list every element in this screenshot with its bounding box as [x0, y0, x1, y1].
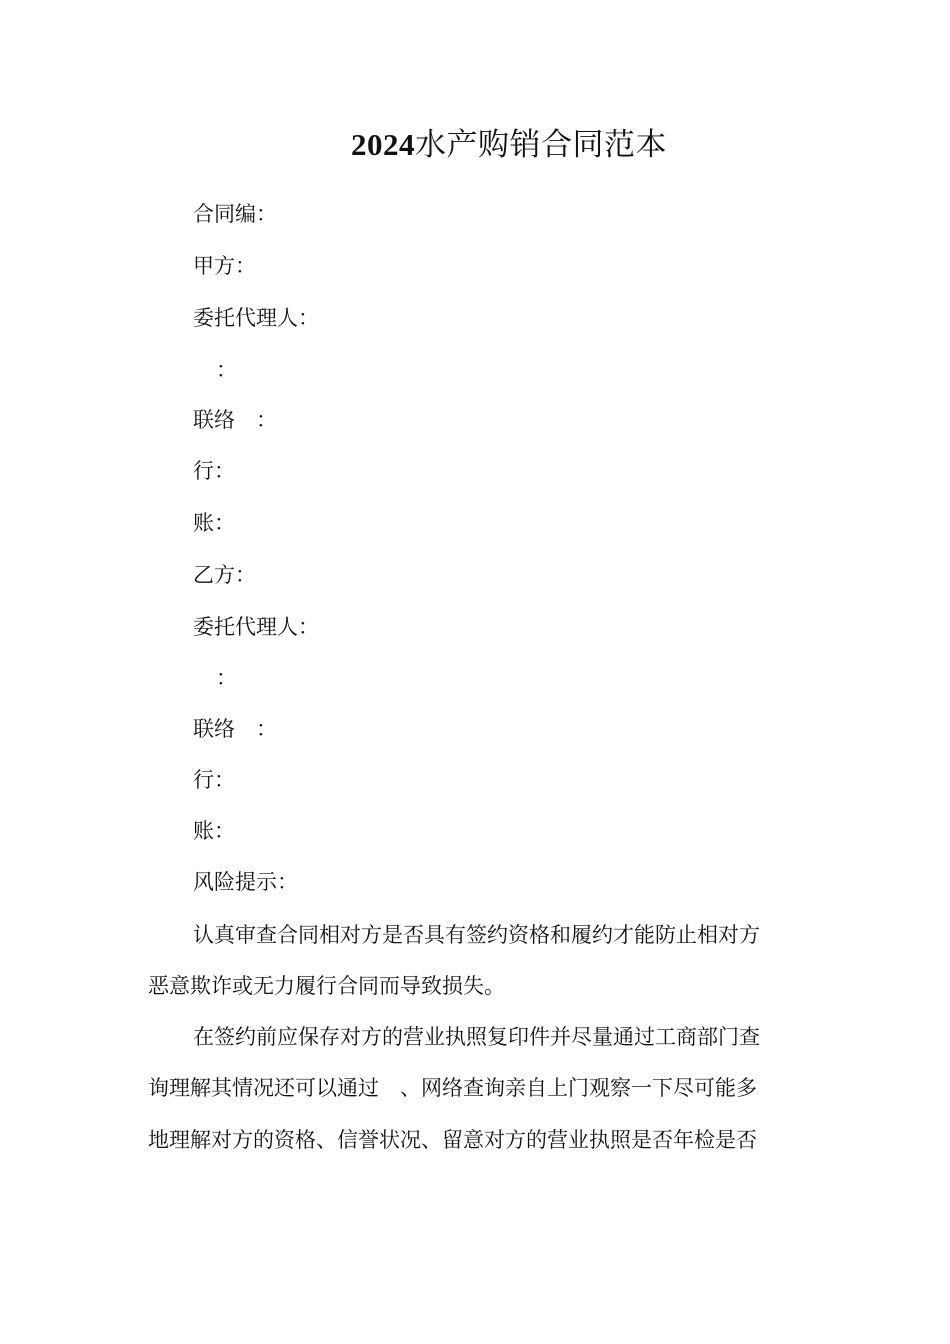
- field-party-a-agent: 委托代理人：: [193, 306, 319, 330]
- field-party-a-contact: 联络 ：: [193, 408, 277, 432]
- field-party-a: 甲方：: [193, 254, 256, 278]
- paragraph2-line3: 地理解对方的资格、信誉状况、留意对方的营业执照是否年检是否: [148, 1128, 757, 1152]
- paragraph2-line2: 询理解其情况还可以通过 、网络查询亲自上门观察一下尽可能多: [148, 1076, 757, 1100]
- field-contract-number: 合同编：: [193, 202, 277, 226]
- field-party-b-blank: ：: [216, 666, 237, 690]
- paragraph2-line1: 在签约前应保存对方的营业执照复印件并尽量通过工商部门查: [193, 1025, 760, 1049]
- document-title: [0, 122, 950, 168]
- title-year: 2024: [351, 127, 415, 162]
- field-party-b-account: 账：: [193, 819, 235, 843]
- field-party-a-account: 账：: [193, 511, 235, 535]
- field-party-a-blank: ：: [216, 358, 237, 382]
- field-party-b-bank: 行：: [193, 768, 235, 792]
- paragraph1-line2: 恶意欺诈或无力履行合同而导致损失。: [148, 974, 505, 998]
- risk-heading: 风险提示：: [193, 870, 298, 894]
- field-party-b-contact: 联络 ：: [193, 717, 277, 741]
- title-text: 水产购销合同范本: [415, 127, 667, 163]
- field-party-a-bank: 行：: [193, 459, 235, 483]
- field-party-b-agent: 委托代理人：: [193, 615, 319, 639]
- paragraph1-line1: 认真审查合同相对方是否具有签约资格和履约才能防止相对方: [193, 923, 760, 947]
- field-party-b: 乙方：: [193, 563, 256, 587]
